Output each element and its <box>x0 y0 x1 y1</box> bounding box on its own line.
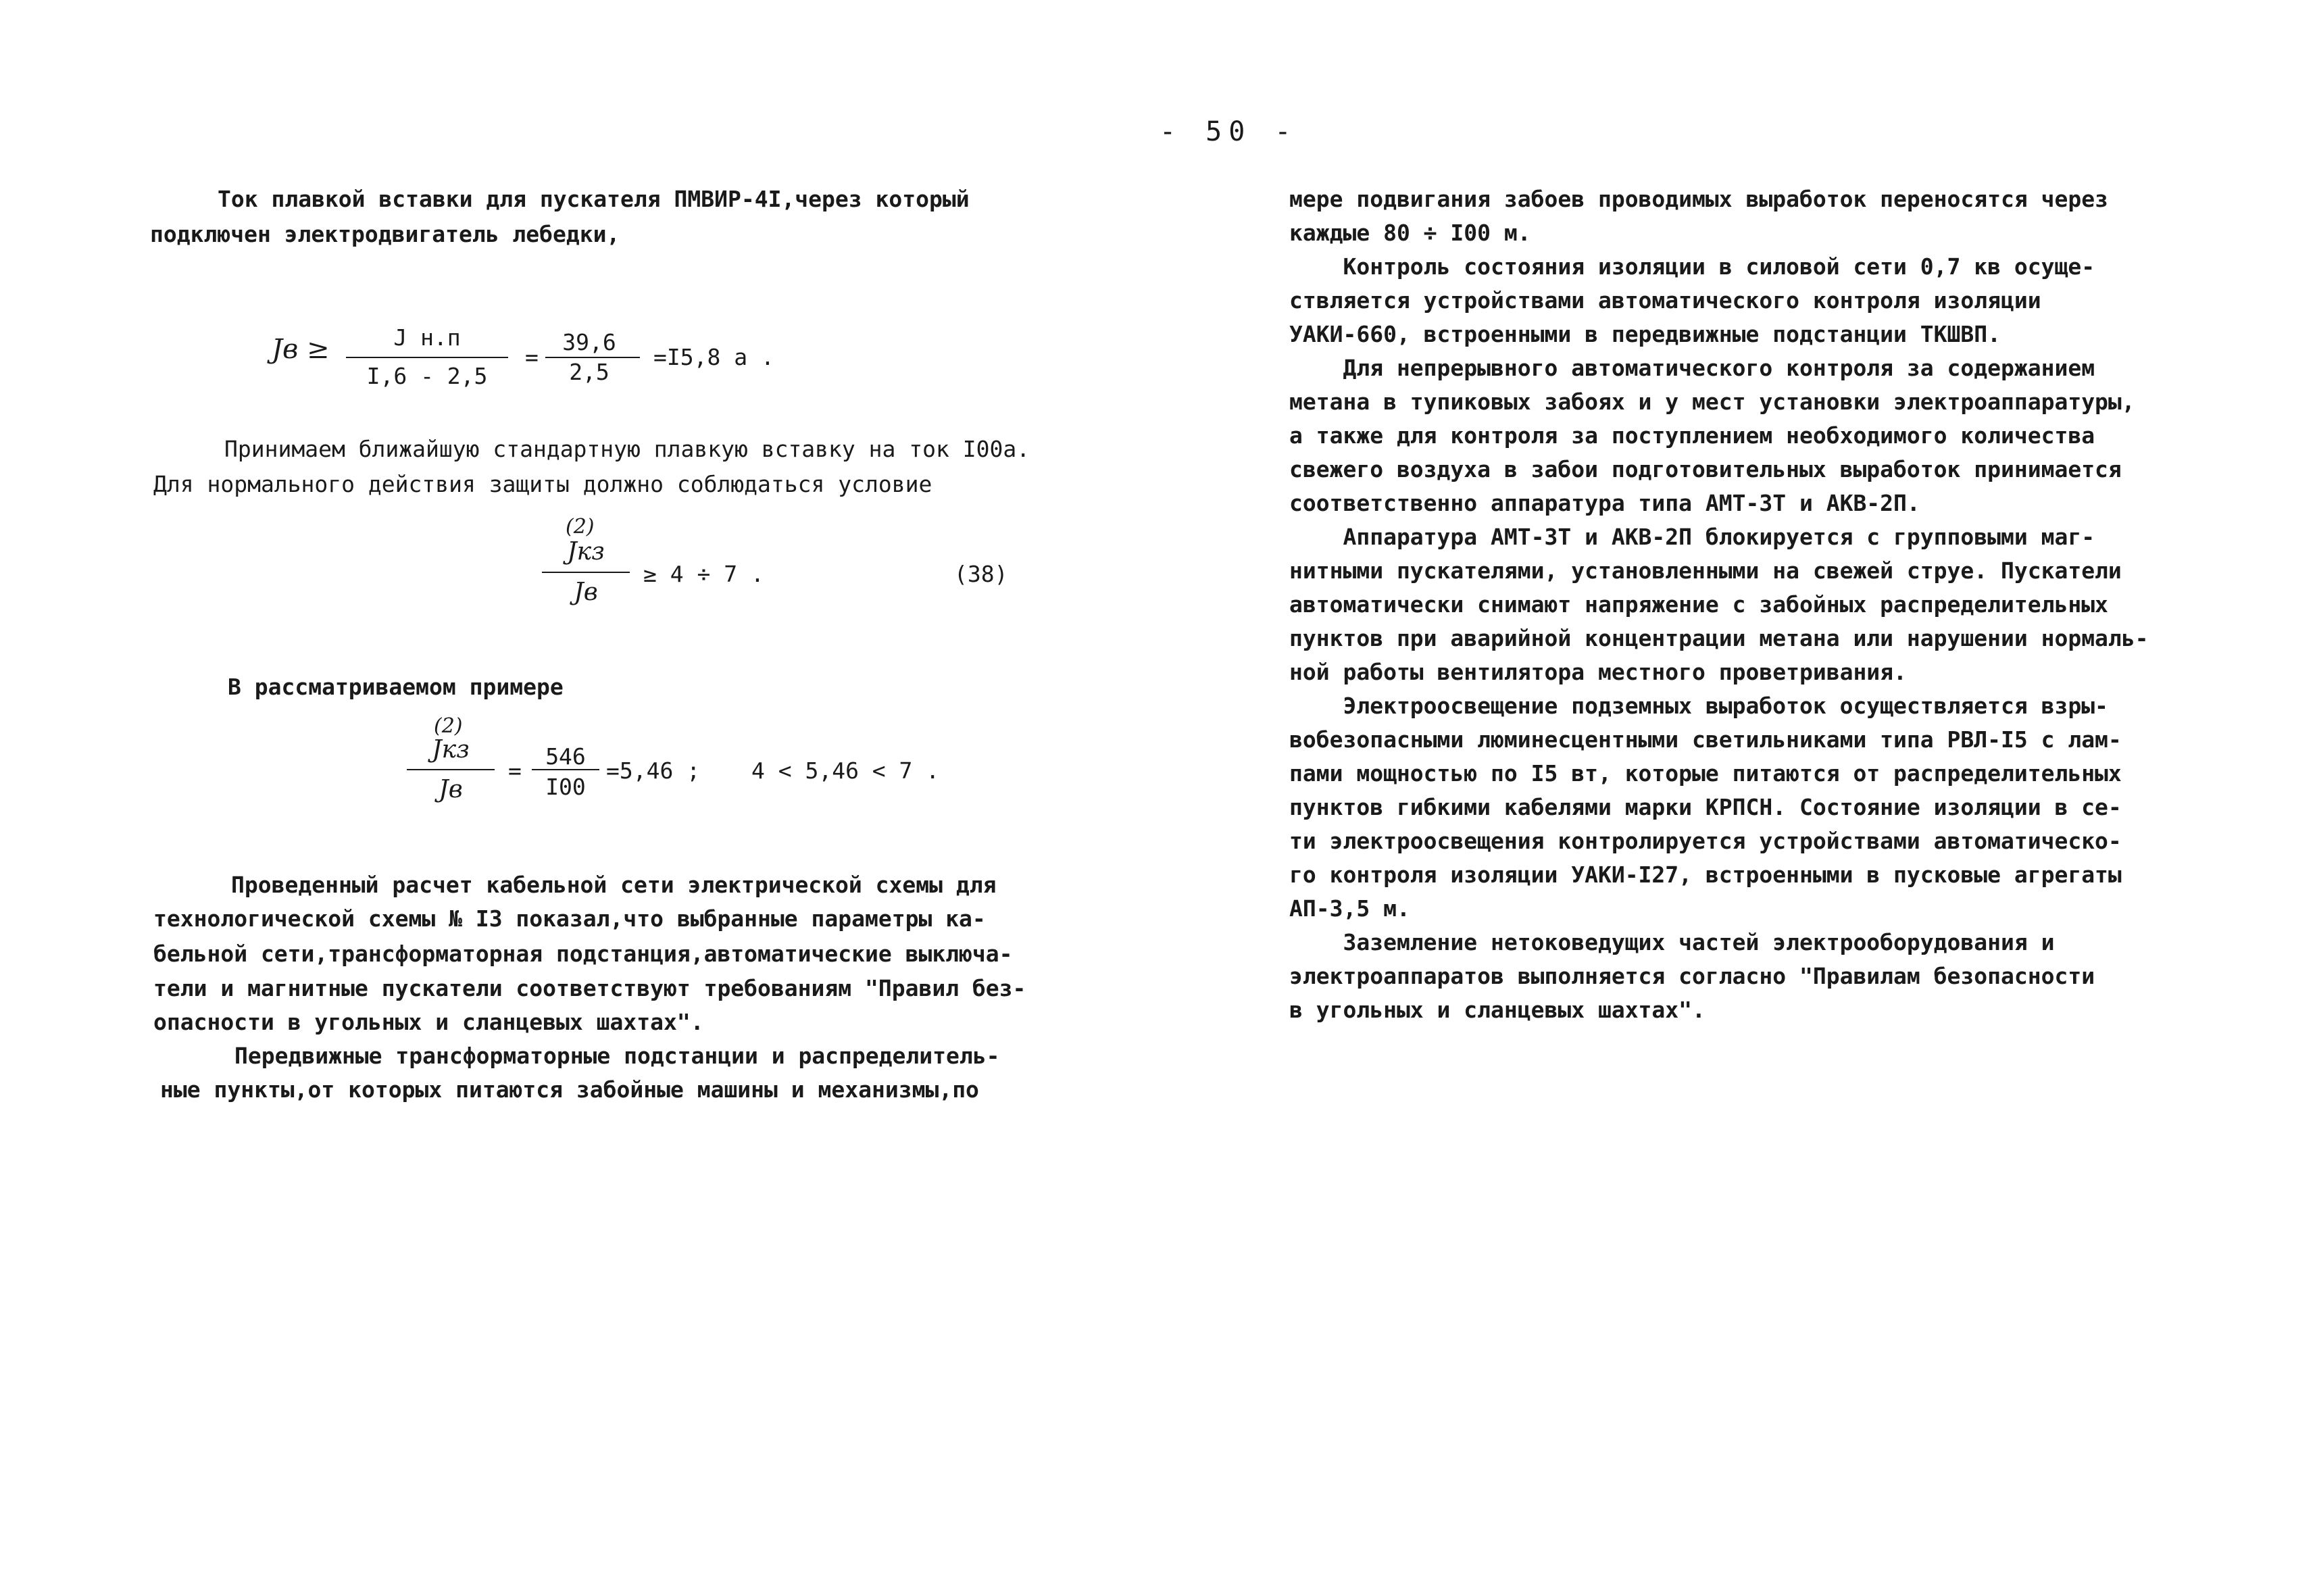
paragraph-line: в угольных и сланцевых шахтах". <box>1289 997 1706 1023</box>
formula-result: =5,46 ; <box>606 757 701 784</box>
equation-number: (38) <box>954 561 1008 587</box>
paragraph-line: соответственно аппаратура типа АМТ-3Т и АКВ-2П. <box>1289 490 1920 516</box>
paragraph-line: технологической схемы № I3 показал,что выбранные параметры ка- <box>153 905 986 932</box>
formula-superscript: (2) <box>566 515 595 539</box>
paragraph-line: опасности в угольных и сланцевых шахтах". <box>153 1009 704 1035</box>
formula-numerator: Jкз <box>567 538 605 566</box>
formula-superscript: (2) <box>434 714 463 738</box>
formula-rhs: ≥ 4 ÷ 7 . <box>643 561 764 587</box>
formula-result: =I5,8 а . <box>653 344 774 370</box>
paragraph-line: мере подвигания забоев проводимых выработок переносятся через <box>1289 186 2108 212</box>
paragraph-line: ствляется устройствами автоматического контроля изоляции <box>1289 287 2041 314</box>
fraction-line <box>346 357 508 358</box>
formula-numerator: 39,6 <box>562 329 616 355</box>
formula-denominator: 2,5 <box>569 359 609 385</box>
paragraph-line: Передвижные трансформаторные подстанции и распределитель- <box>234 1043 1000 1069</box>
paragraph-line: вобезопасными люминесцентными светильниками типа РВЛ-I5 с лам- <box>1289 726 2122 753</box>
paragraph-line: Контроль состояния изоляции в силовой сети 0,7 кв осуще- <box>1289 253 2095 280</box>
paragraph-line: Заземление нетоковедущих частей электрооборудования и <box>1289 929 2055 955</box>
paragraph-line: метана в тупиковых забоях и у мест установки электроаппаратуры, <box>1289 389 2135 415</box>
formula-numerator: 546 <box>545 743 586 770</box>
paragraph-line: подключен электродвигатель лебедки, <box>150 221 620 247</box>
paragraph-line: Электроосвещение подземных выработок осуществляется взры- <box>1289 693 2108 719</box>
paragraph-line: пами мощностью по I5 вт, которые питаются от распределительных <box>1289 760 2122 787</box>
paragraph-line: УАКИ-660, встроенными в передвижные подстанции ТКШВП. <box>1289 321 2001 347</box>
paragraph-line: бельной сети,трансформаторная подстанция,автоматические выключа- <box>153 941 1013 967</box>
paragraph-line: каждые 80 ÷ I00 м. <box>1289 220 1531 246</box>
page-number: - 50 - <box>1160 116 1298 147</box>
paragraph-line: Принимаем ближайшую стандартную плавкую вставку на ток I00а. <box>224 436 1030 462</box>
formula-inequality: 4 < 5,46 < 7 . <box>751 757 940 784</box>
paragraph-line: ной работы вентилятора местного проветривания. <box>1289 659 1907 685</box>
paragraph-line: В рассматриваемом примере <box>228 674 564 700</box>
paragraph-line: Для непрерывного автоматического контроля за содержанием <box>1289 355 2095 381</box>
paragraph-line: ти электроосвещения контролируется устройствами автоматическо- <box>1289 828 2122 854</box>
paragraph-line: пунктов гибкими кабелями марки КРПСН. Состояние изоляции в се- <box>1289 794 2122 820</box>
formula-numerator: J н.п <box>393 324 461 351</box>
paragraph-line: а также для контроля за поступлением необходимого количества <box>1289 422 2095 449</box>
paragraph-line: Для нормального действия защиты должно соблюдаться условие <box>153 471 932 497</box>
fraction-line <box>542 572 630 573</box>
paragraph-line: тели и магнитные пускатели соответствуют требованиям "Правил без- <box>153 975 1026 1001</box>
paragraph-line: пунктов при аварийной концентрации метана или нарушении нормаль- <box>1289 625 2149 651</box>
formula-denominator: I,6 - 2,5 <box>366 363 488 389</box>
formula-numerator: Jкз <box>432 736 470 764</box>
paragraph-line: Ток плавкой вставки для пускателя ПМВИР-4I,через который <box>218 186 970 212</box>
paragraph-line: Проведенный расчет кабельной сети электрической схемы для <box>231 872 997 898</box>
equals-sign: = <box>525 344 539 370</box>
fraction-line <box>407 769 495 770</box>
paragraph-line: го контроля изоляции УАКИ-I27, встроенными в пусковые агрегаты <box>1289 862 2122 888</box>
paragraph-line: Аппаратура АМТ-3Т и АКВ-2П блокируется с групповыми маг- <box>1289 524 2095 550</box>
paragraph-line: нитными пускателями, установленными на свежей струе. Пускатели <box>1289 557 2122 584</box>
paragraph-line: свежего воздуха в забои подготовительных выработок принимается <box>1289 456 2122 482</box>
paragraph-line: АП-3,5 м. <box>1289 895 1410 922</box>
paragraph-line: электроаппаратов выполняется согласно "Правилам безопасности <box>1289 963 2095 989</box>
formula-denominator: Jв <box>439 776 463 803</box>
paragraph-line: ные пункты,от которых питаются забойные машины и механизмы,по <box>160 1076 979 1103</box>
formula-denominator: I00 <box>545 774 586 800</box>
equals-sign: = <box>508 757 522 784</box>
formula-denominator: Jв <box>574 578 598 606</box>
paragraph-line: автоматически снимают напряжение с забойных распределительных <box>1289 591 2108 618</box>
formula-lhs: Jв ≥ <box>272 334 330 365</box>
